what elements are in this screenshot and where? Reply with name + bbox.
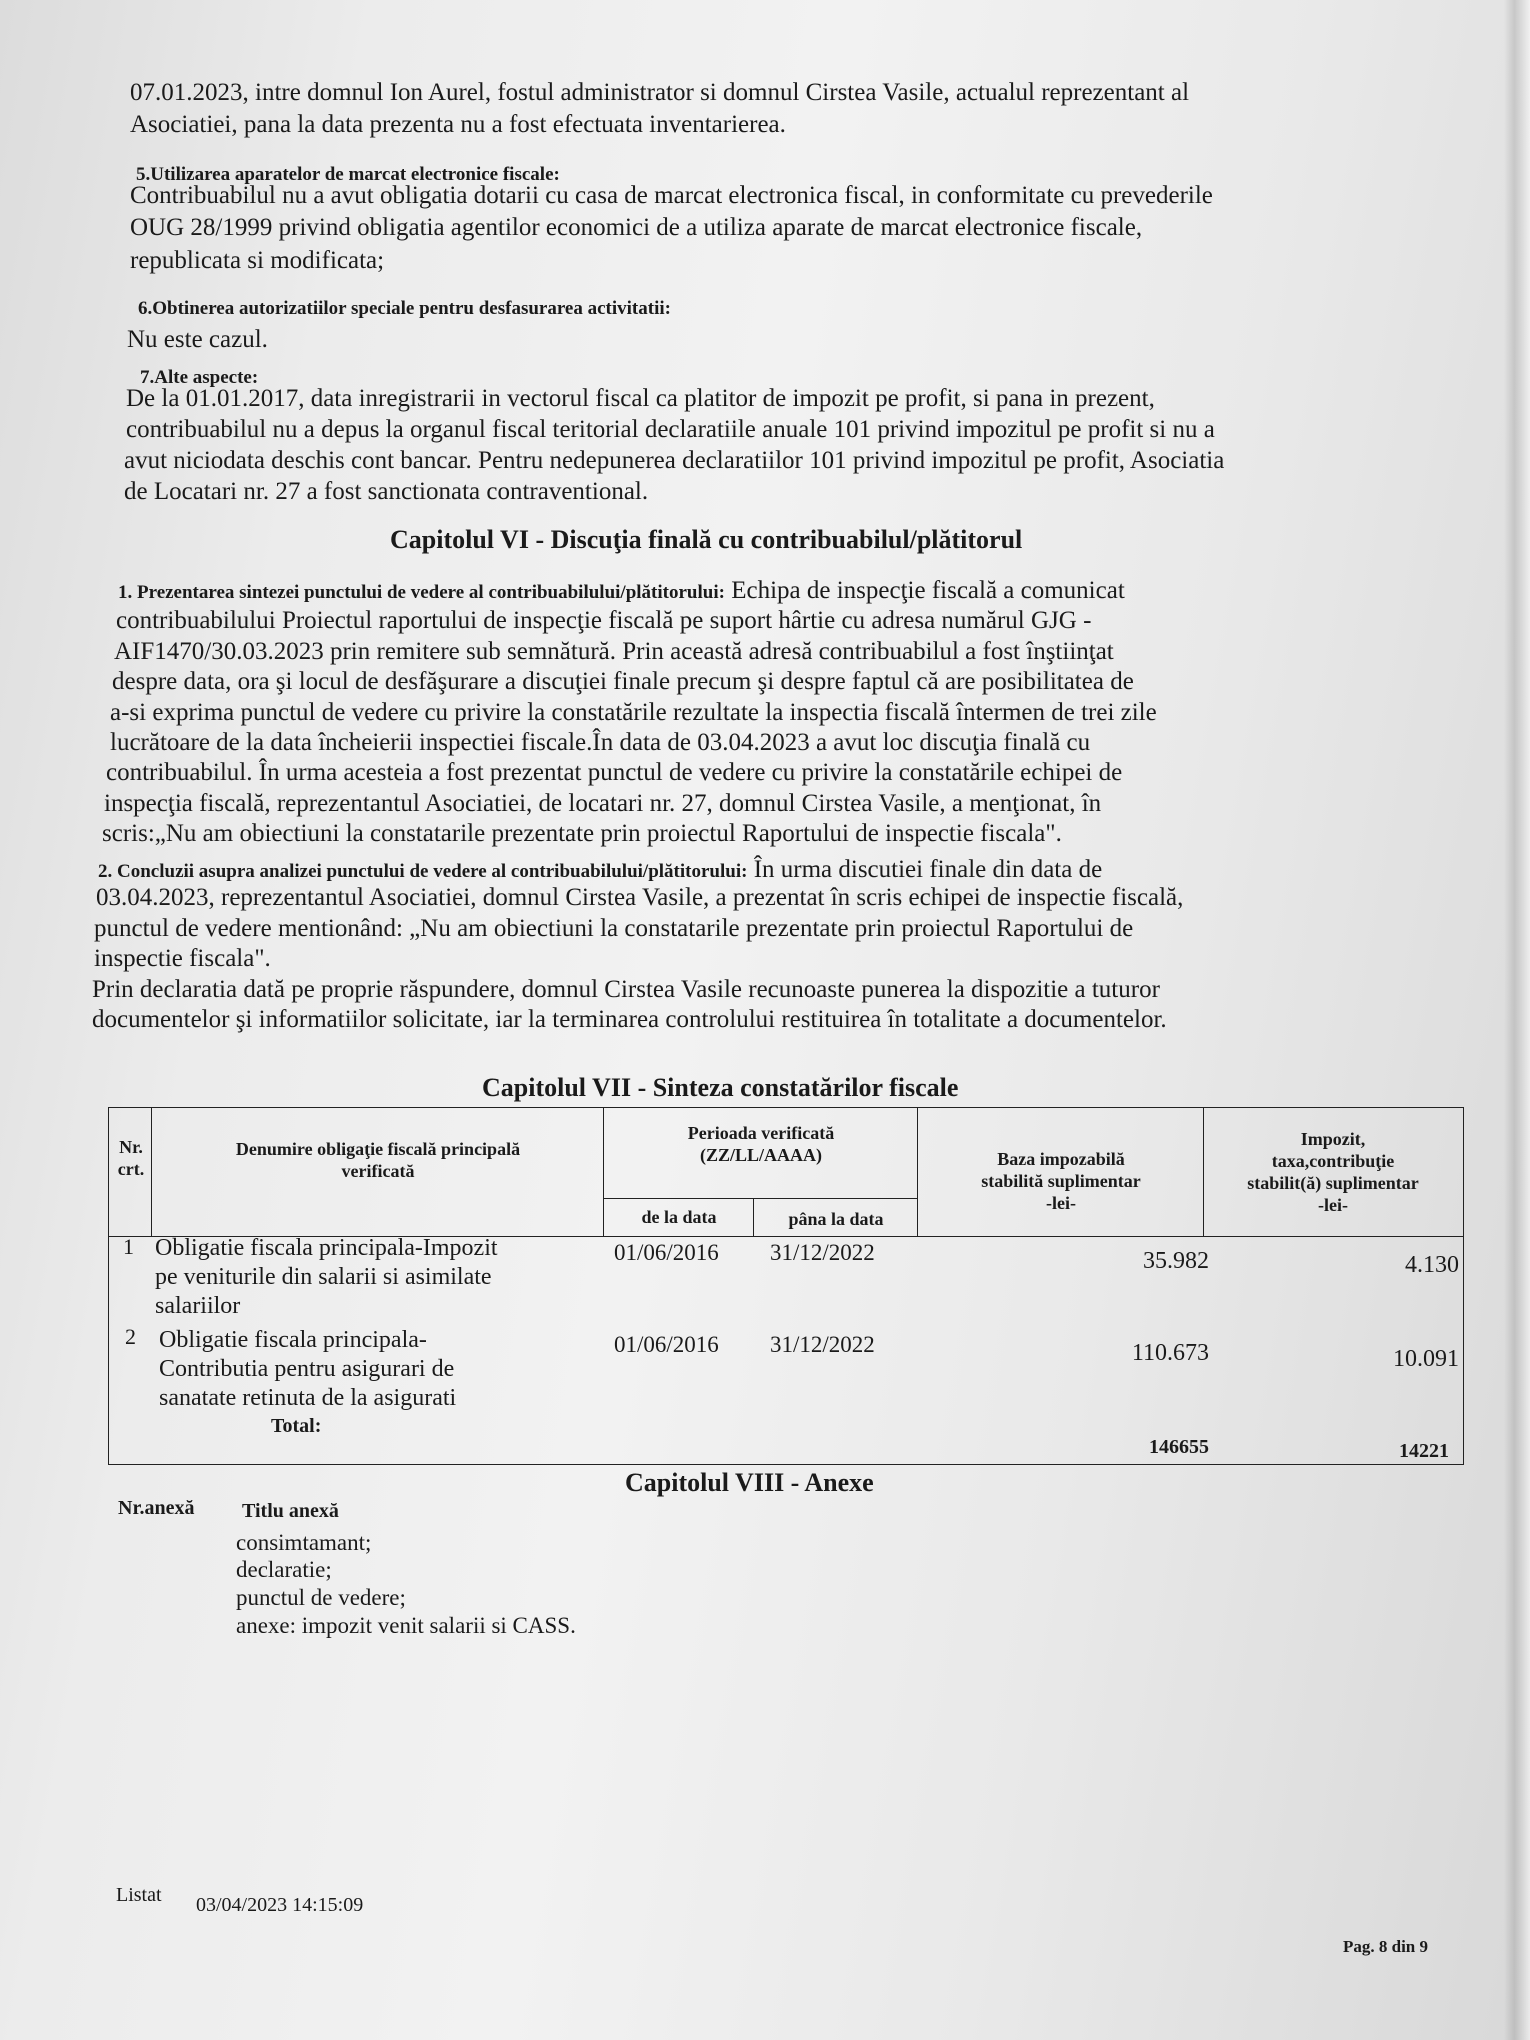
- table-row-nr: 2: [125, 1324, 136, 1349]
- annex-item: declaratie;: [236, 1557, 332, 1582]
- page-fold-shadow: [1504, 0, 1530, 2040]
- table-total-label: Total:: [271, 1415, 322, 1437]
- table-total-impozit: 14221: [1399, 1440, 1449, 1462]
- intro-line: Asociatiei, pana la data prezenta nu a fost efectuata inventarierea.: [130, 111, 786, 138]
- section-line: OUG 28/1999 privind obligatia agentilor economici de a utiliza aparate de marcat electronice fiscale,: [130, 214, 1143, 241]
- table-row-nr: 1: [123, 1234, 134, 1259]
- chapter-title: Capitolul VI - Discuţia finală cu contribuabilul/plătitorul: [390, 525, 1023, 554]
- table-row-denumire: [159, 1326, 456, 1413]
- summary-table: [108, 1107, 1464, 1465]
- cell-text: Obligatie fiscala principala-: [159, 1327, 427, 1353]
- paragraph-line: inspecţia fiscală, reprezentantul Asociatiei, de locatari nr. 27, domnul Cirstea Vasile, a menţionat, în: [104, 790, 1102, 817]
- header-nr: [111, 1136, 151, 1180]
- listat-date: 03/04/2023 14:15:09: [196, 1894, 364, 1916]
- table-divider: [603, 1198, 917, 1199]
- header-text: Nr.: [119, 1137, 143, 1157]
- section-line: de Locatari nr. 27 a fost sanctionata contraventional.: [124, 478, 649, 505]
- table-divider: [1203, 1108, 1204, 1236]
- header-baza: [919, 1148, 1203, 1214]
- cell-text: Contributia pentru asigurari de: [159, 1356, 455, 1382]
- header-text: stabilită suplimentar: [981, 1171, 1141, 1191]
- paragraph-line: 03.04.2023, reprezentantul Asociatiei, domnul Cirstea Vasile, a prezentat în scris echipei de inspectie fiscală,: [96, 884, 1184, 911]
- cell-text: salariilor: [155, 1293, 241, 1319]
- header-text: Impozit,: [1300, 1129, 1366, 1149]
- section-line: Nu este cazul.: [127, 326, 268, 353]
- annex-col-titlu: Titlu anexă: [242, 1500, 339, 1522]
- section-line: Contribuabilul nu a avut obligatia dotarii cu casa de marcat electronica fiscal, in conformitate cu prevederile: [130, 182, 1213, 209]
- annex-item: punctul de vedere;: [236, 1585, 406, 1610]
- paragraph-line: contribuabilului Proiectul raportului de inspecţie fiscală pe suport hârtie cu adresa numărul GJG -: [116, 607, 1092, 634]
- table-total-baza: 146655: [1149, 1436, 1209, 1458]
- header-text: Baza impozabilă: [997, 1149, 1125, 1169]
- header-text: (ZZ/LL/AAAA): [699, 1145, 822, 1165]
- table-row-impozit: 10.091: [1393, 1346, 1459, 1372]
- section-heading: 7.Alte aspecte:: [140, 367, 259, 388]
- header-text: crt.: [117, 1159, 145, 1179]
- table-row-de-la: 01/06/2016: [614, 1240, 719, 1265]
- header-text: taxa,contribuţie: [1271, 1151, 1395, 1171]
- intro-line: 07.01.2023, intre domnul Ion Aurel, fostul administrator si domnul Cirstea Vasile, actualul reprezentant al: [130, 79, 1190, 106]
- section-line: De la 01.01.2017, data inregistrarii in vectorul fiscal ca platitor de impozit pe profit, si pana in prezent,: [126, 385, 1155, 412]
- section-line: republicata si modificata;: [130, 247, 385, 274]
- header-impozit: [1205, 1128, 1461, 1216]
- paragraph-text: În urma discutiei finale din data de: [747, 856, 1103, 883]
- paragraph-line: AIF1470/30.03.2023 prin remitere sub semnătură. Prin această adresă contribuabilul a fost înştiinţat: [114, 638, 1114, 665]
- chapter-title: Capitolul VII - Sinteza constatărilor fiscale: [482, 1073, 959, 1102]
- table-row-pana-la: 31/12/2022: [770, 1332, 875, 1357]
- section-heading: 6.Obtinerea autorizatiilor speciale pentru desfasurarea activitatii:: [138, 298, 671, 319]
- header-text: Denumire obligaţie fiscală principală: [235, 1139, 521, 1159]
- paragraph-line: punctul de vedere mentionând: „Nu am obiectiuni la constatarile prezentate prin proiectul Raportului de: [94, 915, 1134, 942]
- paragraph-line: contribuabilul. În urma acesteia a fost prezentat punctul de vedere cu privire la constatările echipei de: [106, 759, 1123, 786]
- paragraph-line: scris:„Nu am obiectiuni la constatarile prezentate prin proiectul Raportului de inspectie fiscala".: [102, 820, 1062, 847]
- listat-label: Listat: [116, 1884, 162, 1906]
- header-text: -lei-: [1046, 1193, 1076, 1213]
- header-pana-la: pâna la data: [788, 1209, 884, 1229]
- table-row-baza: 35.982: [1143, 1248, 1209, 1274]
- paragraph-first-line: [118, 576, 1125, 608]
- cell-text: sanatate retinuta de la asigurati: [159, 1385, 457, 1411]
- annex-col-nr: Nr.anexă: [118, 1497, 195, 1519]
- header-text: -lei-: [1318, 1195, 1348, 1215]
- paragraph-text: Echipa de inspecţie fiscală a comunicat: [724, 577, 1125, 604]
- header-text: stabilit(ă) suplimentar: [1247, 1173, 1419, 1193]
- chapter-title: Capitolul VIII - Anexe: [625, 1468, 874, 1497]
- header-perioada: [605, 1122, 917, 1166]
- paragraph-lead: 1. Prezentarea sintezei punctului de vedere al contribuabilului/plătitorului:: [118, 582, 725, 603]
- cell-text: Obligatie fiscala principala-Impozit: [155, 1235, 498, 1261]
- header-text: Perioada verificată: [687, 1123, 835, 1143]
- table-row-impozit: 4.130: [1405, 1252, 1459, 1278]
- table-row-denumire: [155, 1234, 498, 1321]
- table-row-pana-la: 31/12/2022: [770, 1240, 875, 1265]
- paragraph-line: Prin declaratia dată pe proprie răspundere, domnul Cirstea Vasile recunoaste punerea la dispozitie a tuturor: [92, 976, 1160, 1003]
- page-number: Pag. 8 din 9: [1343, 1937, 1429, 1956]
- table-divider: [917, 1108, 918, 1236]
- header-text: verificată: [341, 1161, 415, 1181]
- annex-item: anexe: impozit venit salarii si CASS.: [236, 1613, 576, 1638]
- header-de-la: de la data: [641, 1207, 717, 1227]
- cell-text: pe veniturile din salarii si asimilate: [155, 1264, 492, 1290]
- table-divider: [753, 1198, 754, 1236]
- paragraph-line: documentelor şi informatiilor solicitate, iar la terminarea controlului restituirea în totalitate a documentelor.: [92, 1006, 1167, 1033]
- section-line: avut niciodata deschis cont bancar. Pentru nedepunerea declaratiilor 101 privind impozitul pe profit, Asociatia: [124, 447, 1225, 474]
- paragraph-lead: 2. Concluzii asupra analizei punctului de vedere al contribuabilului/plătitorului:: [98, 861, 748, 882]
- header-denumire: [153, 1138, 603, 1182]
- table-row-baza: 110.673: [1131, 1340, 1209, 1366]
- annex-item: consimtamant;: [236, 1530, 372, 1555]
- section-line: contribuabilul nu a depus la organul fiscal teritorial declaratiile anuale 101 privind impozitul pe profit si nu a: [126, 416, 1215, 443]
- table-row-de-la: 01/06/2016: [614, 1332, 719, 1357]
- section-heading: 5.Utilizarea aparatelor de marcat electronice fiscale:: [136, 164, 560, 185]
- paragraph-line: lucrătoare de la data încheierii inspectiei fiscale.În data de 03.04.2023 a avut loc discuţia finală cu: [110, 729, 1091, 756]
- table-divider: [603, 1108, 604, 1236]
- table-divider: [151, 1108, 152, 1236]
- paragraph-line: despre data, ora şi locul de desfăşurare a discuţiei finale precum şi despre faptul că are posibilitatea de: [112, 668, 1134, 695]
- paragraph-line: inspectie fiscala".: [94, 945, 271, 972]
- paragraph-line: a-si exprima punctul de vedere cu privire la constatările rezultate la inspectia fiscală întermen de trei zile: [110, 699, 1157, 726]
